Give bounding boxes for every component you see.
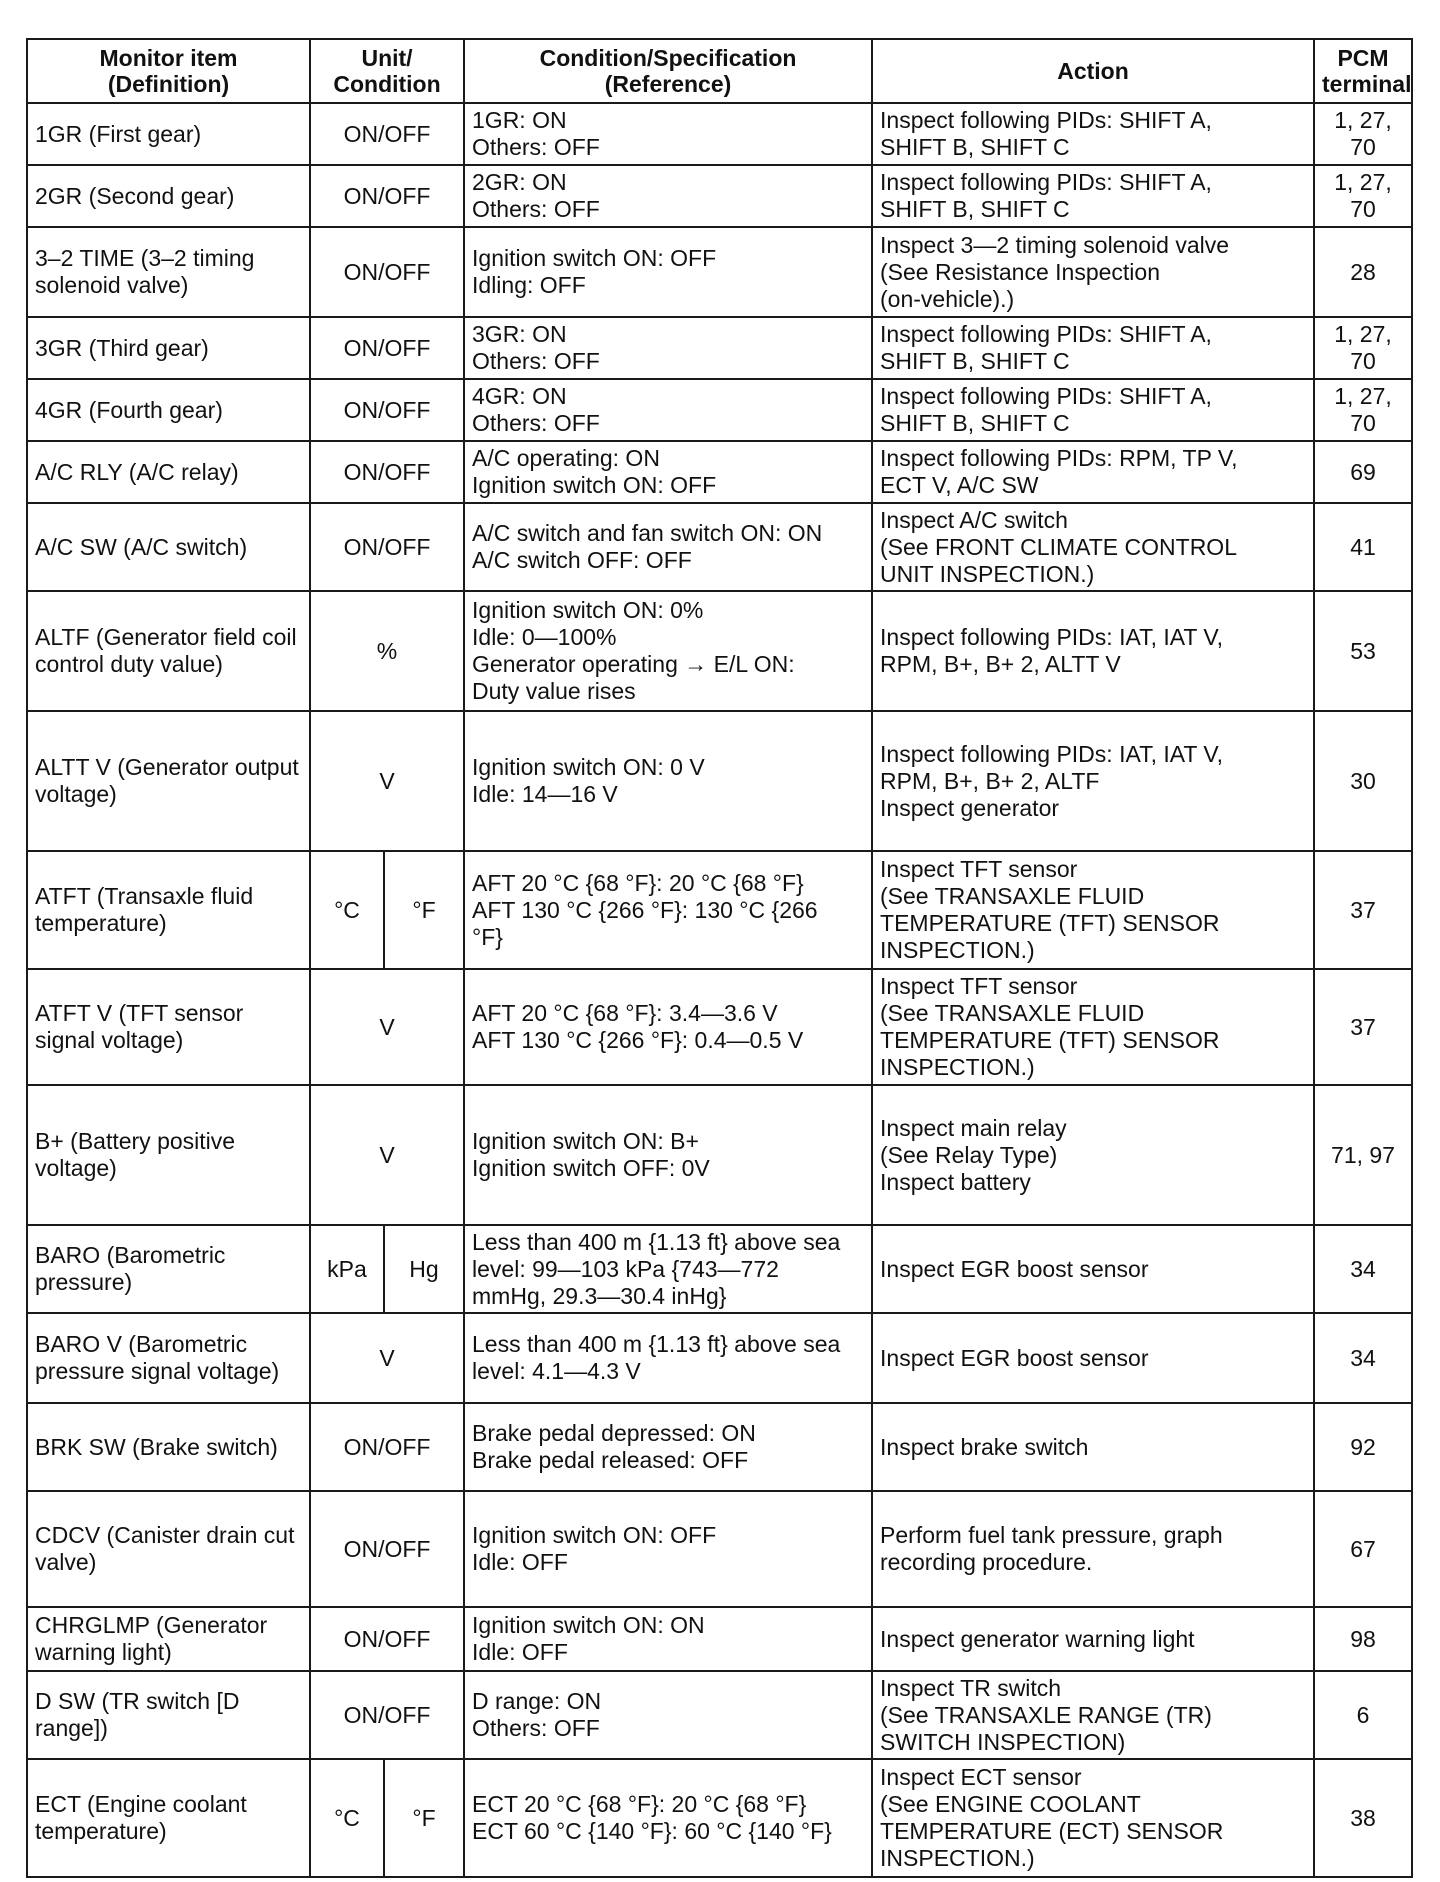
action-cell: Inspect EGR boost sensor bbox=[872, 1313, 1314, 1403]
action-cell: Inspect following PIDs: SHIFT A, SHIFT B, SHIFT C bbox=[872, 103, 1314, 165]
table-row bbox=[27, 379, 1412, 441]
table-row bbox=[27, 227, 1412, 317]
pcm-terminal-cell: 37 bbox=[1314, 969, 1412, 1085]
pcm-terminal-cell: 1, 27, 70 bbox=[1314, 379, 1412, 441]
monitor-item-cell: ATFT (Transaxle fluid temperature) bbox=[27, 851, 310, 969]
monitor-item-cell: ALTF (Generator field coil control duty value) bbox=[27, 591, 310, 711]
unit-cell-imperial: Hg bbox=[384, 1225, 464, 1313]
unit-cell: ON/OFF bbox=[310, 1607, 464, 1671]
condition-cell: Ignition switch ON: OFF Idle: OFF bbox=[464, 1491, 872, 1607]
monitor-item-cell: A/C SW (A/C switch) bbox=[27, 503, 310, 591]
condition-cell: D range: ON Others: OFF bbox=[464, 1671, 872, 1759]
condition-cell: ECT 20 °C {68 °F}: 20 °C {68 °F} ECT 60 °C {140 °F}: 60 °C {140 °F} bbox=[464, 1759, 872, 1877]
header-unit-condition: Unit/ Condition bbox=[310, 39, 464, 103]
header-monitor-item: Monitor item (Definition) bbox=[27, 39, 310, 103]
action-cell: Inspect following PIDs: SHIFT A, SHIFT B, SHIFT C bbox=[872, 379, 1314, 441]
pcm-terminal-cell: 67 bbox=[1314, 1491, 1412, 1607]
monitor-item-cell: BRK SW (Brake switch) bbox=[27, 1403, 310, 1491]
action-cell: Perform fuel tank pressure, graph recording procedure. bbox=[872, 1491, 1314, 1607]
table-row bbox=[27, 1671, 1412, 1759]
monitor-item-cell: ATFT V (TFT sensor signal voltage) bbox=[27, 969, 310, 1085]
action-cell: Inspect following PIDs: SHIFT A, SHIFT B, SHIFT C bbox=[872, 317, 1314, 379]
action-cell: Inspect main relay (See Relay Type) Inspect battery bbox=[872, 1085, 1314, 1225]
unit-cell: ON/OFF bbox=[310, 379, 464, 441]
condition-cell: A/C switch and fan switch ON: ON A/C switch OFF: OFF bbox=[464, 503, 872, 591]
condition-cell: 2GR: ON Others: OFF bbox=[464, 165, 872, 227]
table-row bbox=[27, 851, 1412, 969]
action-cell: Inspect TFT sensor (See TRANSAXLE FLUID TEMPERATURE (TFT) SENSOR INSPECTION.) bbox=[872, 969, 1314, 1085]
table-row bbox=[27, 1085, 1412, 1225]
monitor-item-cell: ECT (Engine coolant temperature) bbox=[27, 1759, 310, 1877]
condition-cell: A/C operating: ON Ignition switch ON: OFF bbox=[464, 441, 872, 503]
pcm-terminal-cell: 71, 97 bbox=[1314, 1085, 1412, 1225]
pcm-terminal-cell: 34 bbox=[1314, 1313, 1412, 1403]
monitor-item-cell: CHRGLMP (Generator warning light) bbox=[27, 1607, 310, 1671]
monitor-item-cell: 3–2 TIME (3–2 timing solenoid valve) bbox=[27, 227, 310, 317]
header-action: Action bbox=[872, 39, 1314, 103]
pcm-terminal-cell: 34 bbox=[1314, 1225, 1412, 1313]
monitor-item-cell: B+ (Battery positive voltage) bbox=[27, 1085, 310, 1225]
table-row bbox=[27, 1607, 1412, 1671]
unit-cell-metric: °C bbox=[310, 851, 384, 969]
action-cell: Inspect following PIDs: IAT, IAT V, RPM, B+, B+ 2, ALTT V bbox=[872, 591, 1314, 711]
unit-cell: V bbox=[310, 1313, 464, 1403]
unit-cell: ON/OFF bbox=[310, 1491, 464, 1607]
condition-cell: AFT 20 °C {68 °F}: 20 °C {68 °F} AFT 130 °C {266 °F}: 130 °C {266 °F} bbox=[464, 851, 872, 969]
unit-cell: ON/OFF bbox=[310, 1671, 464, 1759]
pcm-terminal-cell: 1, 27, 70 bbox=[1314, 317, 1412, 379]
unit-cell: ON/OFF bbox=[310, 103, 464, 165]
action-cell: Inspect A/C switch (See FRONT CLIMATE CONTROL UNIT INSPECTION.) bbox=[872, 503, 1314, 591]
unit-cell-metric: °C bbox=[310, 1759, 384, 1877]
unit-cell-imperial: °F bbox=[384, 851, 464, 969]
pcm-terminal-cell: 28 bbox=[1314, 227, 1412, 317]
condition-cell: Less than 400 m {1.13 ft} above sea level: 4.1—4.3 V bbox=[464, 1313, 872, 1403]
action-cell: Inspect following PIDs: RPM, TP V, ECT V, A/C SW bbox=[872, 441, 1314, 503]
unit-cell: ON/OFF bbox=[310, 441, 464, 503]
table-row bbox=[27, 1491, 1412, 1607]
table-row bbox=[27, 1313, 1412, 1403]
monitor-item-cell: 2GR (Second gear) bbox=[27, 165, 310, 227]
unit-cell-imperial: °F bbox=[384, 1759, 464, 1877]
monitor-item-cell: 1GR (First gear) bbox=[27, 103, 310, 165]
table-row bbox=[27, 503, 1412, 591]
condition-cell: Brake pedal depressed: ON Brake pedal released: OFF bbox=[464, 1403, 872, 1491]
pcm-terminal-cell: 69 bbox=[1314, 441, 1412, 503]
pcm-terminal-cell: 41 bbox=[1314, 503, 1412, 591]
unit-cell: ON/OFF bbox=[310, 317, 464, 379]
action-cell: Inspect generator warning light bbox=[872, 1607, 1314, 1671]
unit-cell: % bbox=[310, 591, 464, 711]
condition-cell: Ignition switch ON: 0 V Idle: 14—16 V bbox=[464, 711, 872, 851]
action-cell: Inspect TR switch (See TRANSAXLE RANGE (TR) SWITCH INSPECTION) bbox=[872, 1671, 1314, 1759]
pcm-terminal-cell: 6 bbox=[1314, 1671, 1412, 1759]
pcm-terminal-cell: 1, 27, 70 bbox=[1314, 103, 1412, 165]
monitor-item-cell: 3GR (Third gear) bbox=[27, 317, 310, 379]
table-header-row bbox=[27, 39, 1412, 103]
table-row bbox=[27, 969, 1412, 1085]
monitor-item-cell: D SW (TR switch [D range]) bbox=[27, 1671, 310, 1759]
condition-cell: Ignition switch ON: 0% Idle: 0—100% Generator operating → E/L ON: Duty value rises bbox=[464, 591, 872, 711]
pcm-terminal-cell: 1, 27, 70 bbox=[1314, 165, 1412, 227]
action-cell: Inspect following PIDs: SHIFT A, SHIFT B, SHIFT C bbox=[872, 165, 1314, 227]
action-cell: Inspect TFT sensor (See TRANSAXLE FLUID TEMPERATURE (TFT) SENSOR INSPECTION.) bbox=[872, 851, 1314, 969]
condition-cell: 1GR: ON Others: OFF bbox=[464, 103, 872, 165]
pcm-terminal-cell: 53 bbox=[1314, 591, 1412, 711]
action-cell: Inspect brake switch bbox=[872, 1403, 1314, 1491]
table-row bbox=[27, 711, 1412, 851]
unit-cell: V bbox=[310, 1085, 464, 1225]
monitor-item-cell: BARO V (Barometric pressure signal voltage) bbox=[27, 1313, 310, 1403]
unit-cell: ON/OFF bbox=[310, 503, 464, 591]
monitor-item-cell: A/C RLY (A/C relay) bbox=[27, 441, 310, 503]
table-row bbox=[27, 1225, 1412, 1313]
condition-cell: Ignition switch ON: ON Idle: OFF bbox=[464, 1607, 872, 1671]
pcm-terminal-cell: 98 bbox=[1314, 1607, 1412, 1671]
action-cell: Inspect 3—2 timing solenoid valve (See Resistance Inspection (on-vehicle).) bbox=[872, 227, 1314, 317]
pcm-terminal-cell: 92 bbox=[1314, 1403, 1412, 1491]
action-cell: Inspect following PIDs: IAT, IAT V, RPM, B+, B+ 2, ALTF Inspect generator bbox=[872, 711, 1314, 851]
table-row bbox=[27, 165, 1412, 227]
table-row bbox=[27, 103, 1412, 165]
action-cell: Inspect EGR boost sensor bbox=[872, 1225, 1314, 1313]
pcm-terminal-cell: 38 bbox=[1314, 1759, 1412, 1877]
unit-cell: ON/OFF bbox=[310, 1403, 464, 1491]
table-row bbox=[27, 441, 1412, 503]
header-condition-specification: Condition/Specification (Reference) bbox=[464, 39, 872, 103]
unit-cell: V bbox=[310, 969, 464, 1085]
unit-cell: ON/OFF bbox=[310, 165, 464, 227]
action-cell: Inspect ECT sensor (See ENGINE COOLANT TEMPERATURE (ECT) SENSOR INSPECTION.) bbox=[872, 1759, 1314, 1877]
condition-cell: Ignition switch ON: OFF Idling: OFF bbox=[464, 227, 872, 317]
condition-cell: 3GR: ON Others: OFF bbox=[464, 317, 872, 379]
monitor-item-table bbox=[26, 38, 1413, 1878]
pcm-terminal-cell: 37 bbox=[1314, 851, 1412, 969]
monitor-item-cell: ALTT V (Generator output voltage) bbox=[27, 711, 310, 851]
table-row bbox=[27, 1759, 1412, 1877]
condition-cell: 4GR: ON Others: OFF bbox=[464, 379, 872, 441]
condition-cell: Ignition switch ON: B+ Ignition switch OFF: 0V bbox=[464, 1085, 872, 1225]
unit-cell: V bbox=[310, 711, 464, 851]
condition-cell: AFT 20 °C {68 °F}: 3.4—3.6 V AFT 130 °C {266 °F}: 0.4—0.5 V bbox=[464, 969, 872, 1085]
monitor-item-cell: BARO (Barometric pressure) bbox=[27, 1225, 310, 1313]
table-row bbox=[27, 1403, 1412, 1491]
table-row bbox=[27, 591, 1412, 711]
unit-cell: ON/OFF bbox=[310, 227, 464, 317]
monitor-item-cell: CDCV (Canister drain cut valve) bbox=[27, 1491, 310, 1607]
table-row bbox=[27, 317, 1412, 379]
header-pcm-terminal: PCM terminal bbox=[1314, 39, 1412, 103]
unit-cell-metric: kPa bbox=[310, 1225, 384, 1313]
condition-cell: Less than 400 m {1.13 ft} above sea level: 99—103 kPa {743—772 mmHg, 29.3—30.4 inHg} bbox=[464, 1225, 872, 1313]
pcm-terminal-cell: 30 bbox=[1314, 711, 1412, 851]
monitor-item-cell: 4GR (Fourth gear) bbox=[27, 379, 310, 441]
